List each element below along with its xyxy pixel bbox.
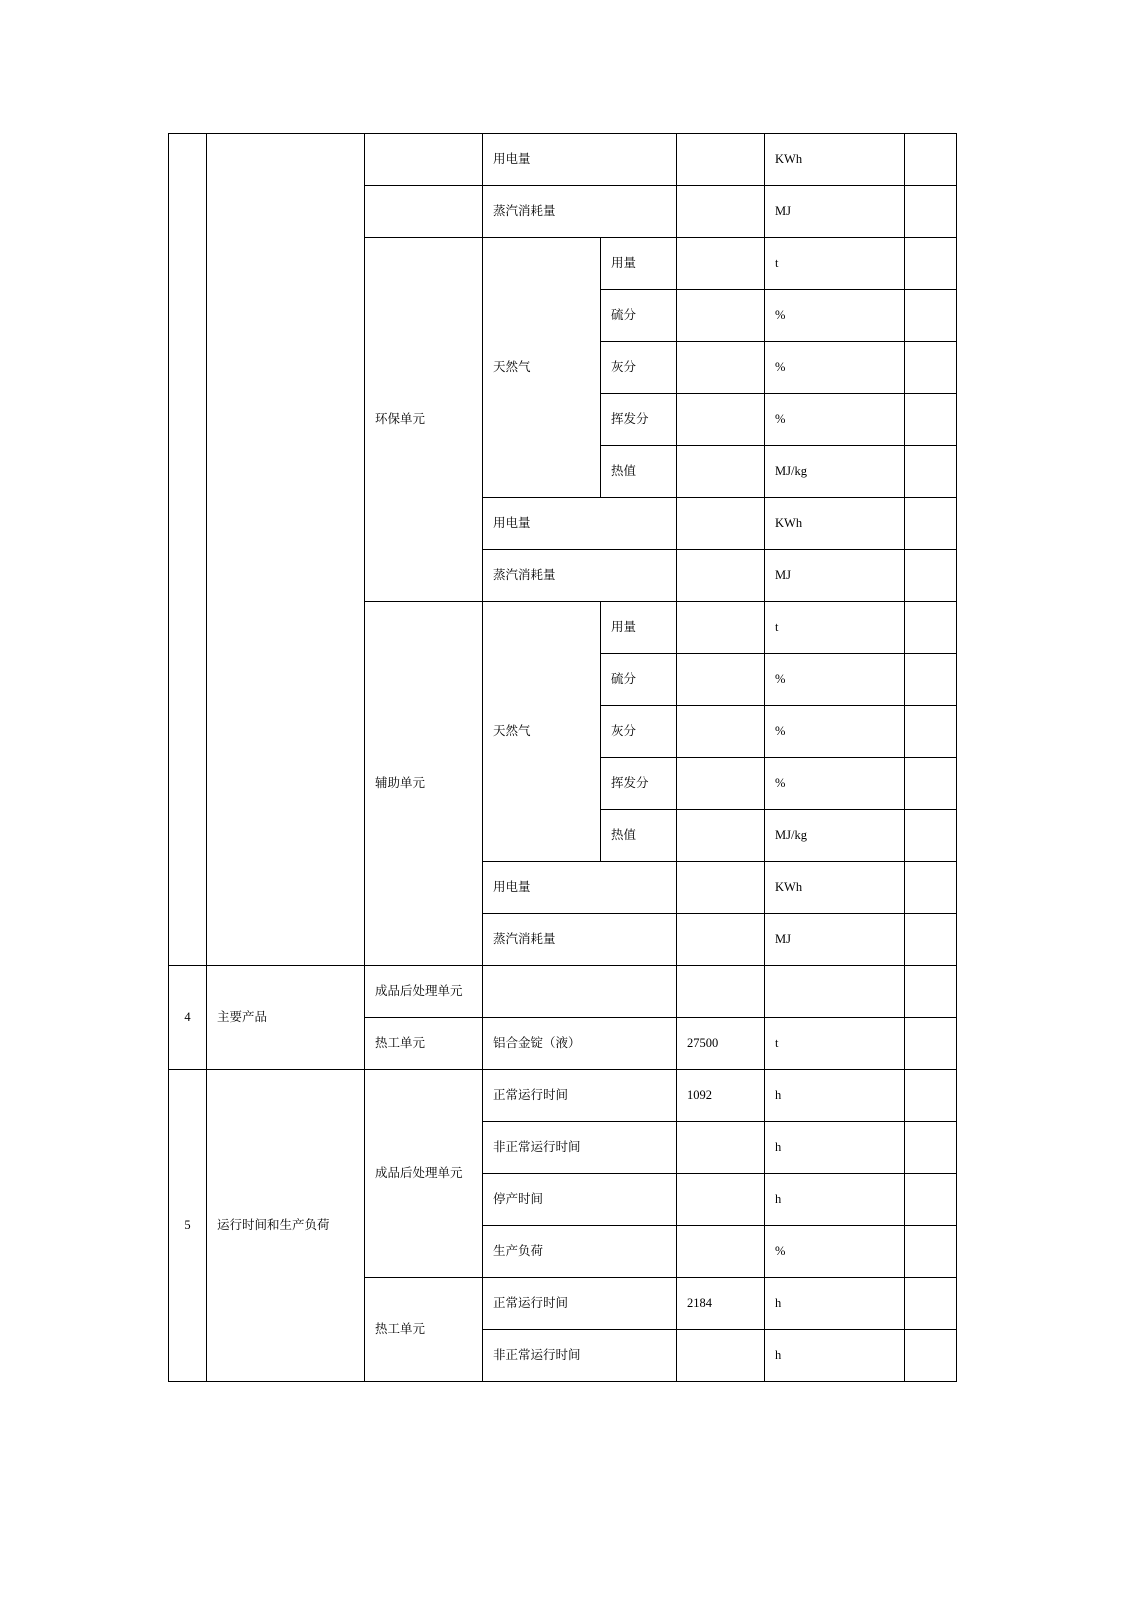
value-cell bbox=[677, 134, 765, 186]
uom-cell: MJ bbox=[765, 914, 905, 966]
sub-item-cell: 挥发分 bbox=[601, 394, 677, 446]
item-cell: 用电量 bbox=[483, 134, 677, 186]
uom-cell: h bbox=[765, 1174, 905, 1226]
remark-cell bbox=[905, 1070, 957, 1122]
item-cell: 停产时间 bbox=[483, 1174, 677, 1226]
sub-item-cell: 灰分 bbox=[601, 342, 677, 394]
sub-item-cell: 硫分 bbox=[601, 654, 677, 706]
value-cell bbox=[677, 862, 765, 914]
uom-cell: % bbox=[765, 290, 905, 342]
remark-cell bbox=[905, 1174, 957, 1226]
uom-cell: t bbox=[765, 238, 905, 290]
uom-cell: % bbox=[765, 758, 905, 810]
remark-cell bbox=[905, 1226, 957, 1278]
uom-cell: h bbox=[765, 1070, 905, 1122]
remark-cell bbox=[905, 1278, 957, 1330]
row-index-5: 5 bbox=[169, 1070, 207, 1382]
value-cell bbox=[677, 966, 765, 1018]
uom-cell: MJ bbox=[765, 550, 905, 602]
value-cell bbox=[677, 810, 765, 862]
item-cell-natural-gas: 天然气 bbox=[483, 602, 601, 862]
item-cell: 蒸汽消耗量 bbox=[483, 914, 677, 966]
uom-cell: h bbox=[765, 1278, 905, 1330]
remark-cell bbox=[905, 550, 957, 602]
sub-item-cell: 用量 bbox=[601, 238, 677, 290]
uom-cell: h bbox=[765, 1122, 905, 1174]
value-cell bbox=[677, 446, 765, 498]
value-cell bbox=[677, 394, 765, 446]
value-cell: 27500 bbox=[677, 1018, 765, 1070]
uom-cell: h bbox=[765, 1330, 905, 1382]
row-category-blank bbox=[207, 134, 365, 966]
uom-cell: t bbox=[765, 602, 905, 654]
remark-cell bbox=[905, 1330, 957, 1382]
item-cell: 非正常运行时间 bbox=[483, 1330, 677, 1382]
row-index-4: 4 bbox=[169, 966, 207, 1070]
remark-cell bbox=[905, 238, 957, 290]
value-cell bbox=[677, 550, 765, 602]
remark-cell bbox=[905, 342, 957, 394]
uom-cell: KWh bbox=[765, 498, 905, 550]
remark-cell bbox=[905, 186, 957, 238]
unit-cell-thermal: 热工单元 bbox=[365, 1278, 483, 1382]
remark-cell bbox=[905, 654, 957, 706]
value-cell: 1092 bbox=[677, 1070, 765, 1122]
remark-cell bbox=[905, 134, 957, 186]
sub-item-cell: 灰分 bbox=[601, 706, 677, 758]
item-cell: 生产负荷 bbox=[483, 1226, 677, 1278]
remark-cell bbox=[905, 394, 957, 446]
sub-item-cell: 挥发分 bbox=[601, 758, 677, 810]
item-cell: 非正常运行时间 bbox=[483, 1122, 677, 1174]
value-cell bbox=[677, 186, 765, 238]
remark-cell bbox=[905, 290, 957, 342]
uom-cell bbox=[765, 966, 905, 1018]
value-cell bbox=[677, 1226, 765, 1278]
unit-cell bbox=[365, 186, 483, 238]
uom-cell: MJ bbox=[765, 186, 905, 238]
energy-consumption-table bbox=[168, 133, 957, 1382]
uom-cell: % bbox=[765, 342, 905, 394]
remark-cell bbox=[905, 758, 957, 810]
item-cell-product: 铝合金锭（液） bbox=[483, 1018, 677, 1070]
uom-cell: MJ/kg bbox=[765, 810, 905, 862]
unit-cell-fuzhu: 辅助单元 bbox=[365, 602, 483, 966]
value-cell bbox=[677, 1122, 765, 1174]
remark-cell bbox=[905, 602, 957, 654]
value-cell bbox=[677, 290, 765, 342]
item-cell bbox=[483, 966, 677, 1018]
remark-cell bbox=[905, 1122, 957, 1174]
value-cell bbox=[677, 1174, 765, 1226]
item-cell-natural-gas: 天然气 bbox=[483, 238, 601, 498]
table-row bbox=[169, 1070, 957, 1122]
item-cell: 正常运行时间 bbox=[483, 1070, 677, 1122]
table-row bbox=[169, 966, 957, 1018]
remark-cell bbox=[905, 446, 957, 498]
item-cell: 蒸汽消耗量 bbox=[483, 186, 677, 238]
unit-cell bbox=[365, 134, 483, 186]
remark-cell bbox=[905, 966, 957, 1018]
item-cell: 用电量 bbox=[483, 862, 677, 914]
uom-cell: KWh bbox=[765, 862, 905, 914]
value-cell bbox=[677, 238, 765, 290]
value-cell bbox=[677, 654, 765, 706]
sub-item-cell: 用量 bbox=[601, 602, 677, 654]
uom-cell: % bbox=[765, 706, 905, 758]
unit-cell-finished-product: 成品后处理单元 bbox=[365, 1070, 483, 1278]
remark-cell bbox=[905, 498, 957, 550]
remark-cell bbox=[905, 862, 957, 914]
unit-cell-thermal: 热工单元 bbox=[365, 1018, 483, 1070]
item-cell: 用电量 bbox=[483, 498, 677, 550]
value-cell bbox=[677, 602, 765, 654]
value-cell bbox=[677, 706, 765, 758]
uom-cell: % bbox=[765, 394, 905, 446]
value-cell bbox=[677, 1330, 765, 1382]
sub-item-cell: 热值 bbox=[601, 810, 677, 862]
unit-cell-finished-product: 成品后处理单元 bbox=[365, 966, 483, 1018]
remark-cell bbox=[905, 1018, 957, 1070]
uom-cell: KWh bbox=[765, 134, 905, 186]
item-cell: 正常运行时间 bbox=[483, 1278, 677, 1330]
sub-item-cell: 热值 bbox=[601, 446, 677, 498]
value-cell bbox=[677, 758, 765, 810]
remark-cell bbox=[905, 914, 957, 966]
uom-cell: MJ/kg bbox=[765, 446, 905, 498]
table-row bbox=[169, 134, 957, 186]
value-cell bbox=[677, 342, 765, 394]
row-category-5: 运行时间和生产负荷 bbox=[207, 1070, 365, 1382]
row-category-4: 主要产品 bbox=[207, 966, 365, 1070]
uom-cell: % bbox=[765, 1226, 905, 1278]
value-cell: 2184 bbox=[677, 1278, 765, 1330]
value-cell bbox=[677, 914, 765, 966]
value-cell bbox=[677, 498, 765, 550]
sub-item-cell: 硫分 bbox=[601, 290, 677, 342]
remark-cell bbox=[905, 706, 957, 758]
uom-cell: % bbox=[765, 654, 905, 706]
remark-cell bbox=[905, 810, 957, 862]
row-index-blank bbox=[169, 134, 207, 966]
unit-cell-huanbao: 环保单元 bbox=[365, 238, 483, 602]
item-cell: 蒸汽消耗量 bbox=[483, 550, 677, 602]
uom-cell: t bbox=[765, 1018, 905, 1070]
